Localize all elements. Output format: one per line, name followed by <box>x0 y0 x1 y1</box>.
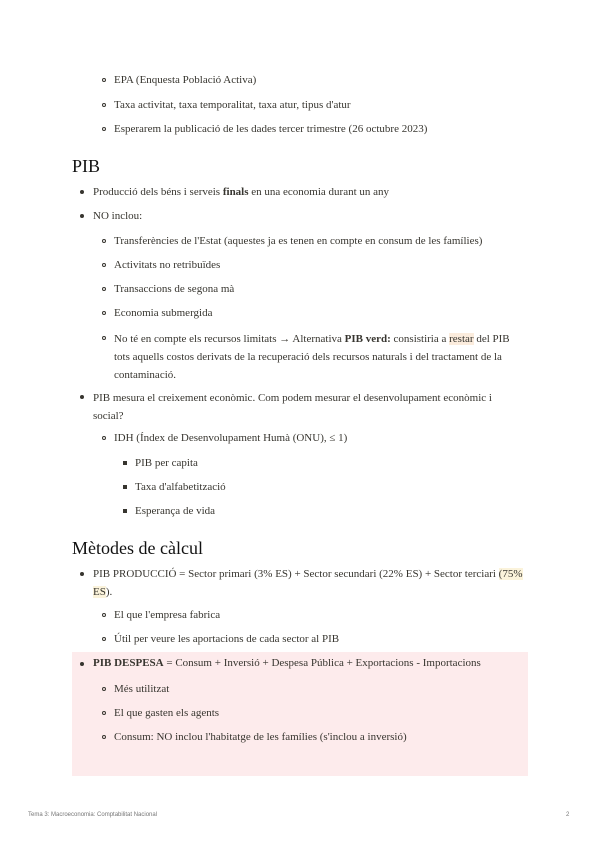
list-item <box>93 184 389 200</box>
bold-text: PIB verd: <box>344 333 391 345</box>
list-item: Economia submergida <box>114 307 213 319</box>
list-bullet <box>80 572 84 576</box>
list-bullet <box>102 336 106 340</box>
list-item: IDH (Índex de Desenvolupament Humà (ONU), ≤ 1) <box>114 432 348 444</box>
list-item: Taxa d'alfabetització <box>135 481 226 493</box>
list-bullet <box>80 662 84 666</box>
list-bullet <box>102 711 106 715</box>
list-item: Taxa activitat, taxa temporalitat, taxa atur, tipus d'atur <box>114 99 351 111</box>
list-bullet <box>123 485 127 489</box>
list-item: Més utilitzat <box>114 683 170 695</box>
footer-title: Tema 3: Macroeconomia: Comptabilitat Nacional <box>28 812 158 818</box>
list-bullet <box>80 395 84 399</box>
list-item <box>114 330 528 384</box>
list-item: Esperarem la publicació de les dades tercer trimestre (26 octubre 2023) <box>114 123 428 135</box>
list-bullet <box>102 239 106 243</box>
list-bullet <box>102 613 106 617</box>
text-segment: PIB PRODUCCIÓ = Sector primari (3% ES) + Sector secundari (22% ES) + Sector terciari <box>93 568 496 580</box>
list-bullet <box>102 735 106 739</box>
list-bullet <box>102 637 106 641</box>
list-bullet <box>123 461 127 465</box>
list-bullet <box>80 214 84 218</box>
text-segment: ). <box>105 586 113 598</box>
list-item: Útil per veure les aportacions de cada sector al PIB <box>114 633 340 645</box>
list-item: PIB per capita <box>135 457 198 469</box>
list-bullet <box>102 127 106 131</box>
text-segment: del PIB tots aquells costos derivats de la recuperació dels recursos naturals i del tractament de la contaminació. <box>114 333 510 381</box>
page-number: 2 <box>566 812 570 818</box>
text-segment: en una economia durant un any <box>248 186 390 198</box>
section-heading-metodes: Mètodes de càlcul <box>72 538 203 558</box>
list-item: Esperança de vida <box>135 505 216 517</box>
section-heading-pib: PIB <box>72 156 101 176</box>
list-item: EPA (Enquesta Població Activa) <box>114 74 257 86</box>
list-bullet <box>102 436 106 440</box>
list-bullet <box>102 103 106 107</box>
list-item <box>93 655 481 671</box>
list-bullet <box>102 263 106 267</box>
list-item: El que gasten els agents <box>114 707 220 719</box>
list-bullet <box>102 287 106 291</box>
list-item: Activitats no retribuïdes <box>114 259 221 271</box>
list-bullet <box>80 190 84 194</box>
list-item: Transaccions de segona mà <box>114 283 235 295</box>
text-segment: No té en compte els recursos limitats → Alternativa <box>114 333 345 345</box>
list-item <box>93 565 523 601</box>
list-bullet <box>102 687 106 691</box>
highlighted-text: restar <box>449 333 474 345</box>
list-bullet <box>102 78 106 82</box>
bold-text: PIB DESPESA <box>93 657 164 669</box>
text-segment: = Consum + Inversió + Despesa Pública + Exportacions - Importacions <box>163 657 481 669</box>
text-segment: Producció dels béns i serveis <box>93 186 223 198</box>
list-item: Transferències de l'Estat (aquestes ja es tenen en compte en consum de les famílies) <box>114 235 483 247</box>
highlighted-text: (75% ES <box>93 568 523 598</box>
list-item: Consum: NO inclou l'habitatge de les famílies (s'inclou a inversió) <box>114 731 407 743</box>
list-item: PIB mesura el creixement econòmic. Com podem mesurar el desenvolupament econòmic i social? <box>93 392 492 422</box>
text-segment: consistiria a <box>390 333 450 345</box>
list-item: El que l'empresa fabrica <box>114 609 221 621</box>
bold-text: finals <box>222 186 249 198</box>
list-item: NO inclou: <box>93 210 143 222</box>
list-bullet <box>123 509 127 513</box>
list-bullet <box>102 311 106 315</box>
